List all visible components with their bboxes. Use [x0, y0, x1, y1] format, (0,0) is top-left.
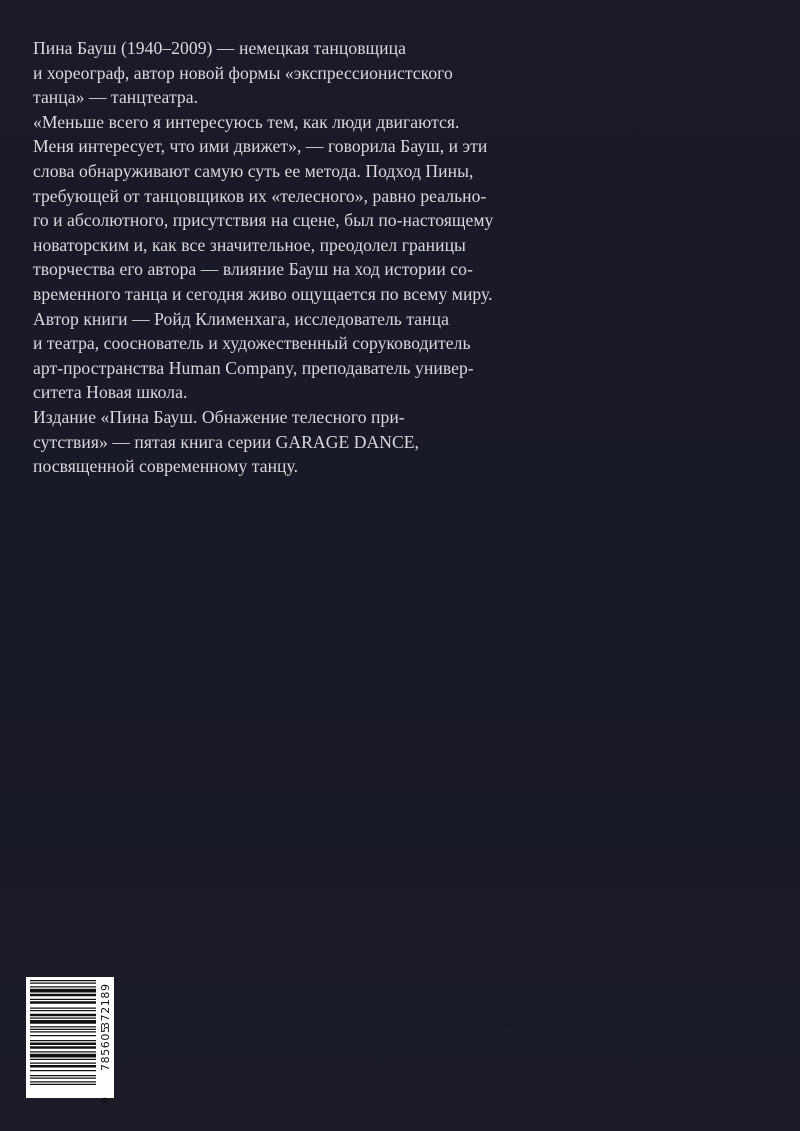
annotation-line: Автор книги — Ройд Клименхага, исследователь танца [33, 308, 449, 329]
barcode-bar [30, 1014, 96, 1017]
barcode-bar [30, 1035, 96, 1036]
barcode-bar [30, 1010, 96, 1011]
barcode-bar [30, 1084, 96, 1085]
barcode-bar [30, 1075, 96, 1076]
barcode-bar [30, 1026, 96, 1027]
annotation-line: Издание «Пина Бауш. Обнажение телесного при- [33, 406, 405, 427]
barcode-bar [30, 999, 96, 1000]
barcode-bar [30, 1020, 96, 1024]
annotation-line: временного танца и сегодня живо ощущается по всему миру. [33, 283, 493, 304]
barcode-bar [30, 1081, 96, 1082]
barcode-bar [30, 1078, 96, 1079]
barcode-bar [30, 1018, 96, 1019]
annotation-line: Пина Бауш (1940–2009) — немецкая танцовщица [33, 38, 406, 58]
barcode-digit-lead: 9 [99, 1097, 112, 1104]
barcode-bar [30, 980, 96, 981]
annotation-line: новаторским и, как все значительное, преодолел границы [33, 234, 466, 255]
barcode-digits-group-1: 785605 [99, 1025, 112, 1071]
barcode-bar [30, 1043, 96, 1046]
annotation-line: посвященной современному танцу. [33, 456, 299, 477]
barcode-bar [30, 989, 96, 993]
barcode-bar [30, 986, 96, 987]
barcode-bar [30, 1059, 96, 1060]
barcode-bar [30, 983, 96, 984]
annotation-line: ситета Новая школа. [33, 382, 188, 403]
barcode-bar [30, 1054, 96, 1058]
annotation-line: слова обнаруживают самую суть ее метода. Подход Пины, [33, 160, 474, 181]
barcode-bar [30, 994, 96, 997]
barcode-bar [30, 1065, 96, 1068]
barcode-bar [30, 1046, 96, 1049]
annotation-line: и театра, сооснователь и художественный соруководитель [33, 333, 471, 354]
annotation-line: танца» — танцтеатра. [33, 87, 199, 108]
annotation-line: «Меньше всего я интересуюсь тем, как люди двигаются. [33, 111, 460, 132]
annotation-line: сутствия» — пятая книга серии GARAGE DANCE, [33, 431, 419, 452]
annotation-line: требующей от танцовщиков их «телесного», равно реально- [33, 185, 487, 206]
barcode-bar [30, 1070, 96, 1071]
barcode-bar [30, 1051, 96, 1052]
barcode-bar [30, 1031, 96, 1032]
barcode-digits-group-2: 372189 [99, 983, 112, 1029]
annotation-line: творчества его автора — влияние Бауш на ход истории со- [33, 259, 473, 280]
barcode-bar [30, 1001, 96, 1004]
barcode-bar [30, 1040, 96, 1041]
annotation-line: арт-пространства Human Company, преподаватель универ- [33, 357, 474, 378]
annotation-text [33, 36, 573, 479]
annotation-line: и хореограф, автор новой формы «экспрессионистского [33, 62, 453, 83]
barcode-bar [30, 1029, 96, 1030]
barcode-bar [30, 1063, 96, 1064]
annotation-line: го и абсолютного, присутствия на сцене, был по-настоящему [33, 210, 494, 231]
barcode-bar [30, 1008, 96, 1009]
annotation-line: Меня интересует, что ими движет», — говорила Бауш, и эти [33, 136, 488, 157]
